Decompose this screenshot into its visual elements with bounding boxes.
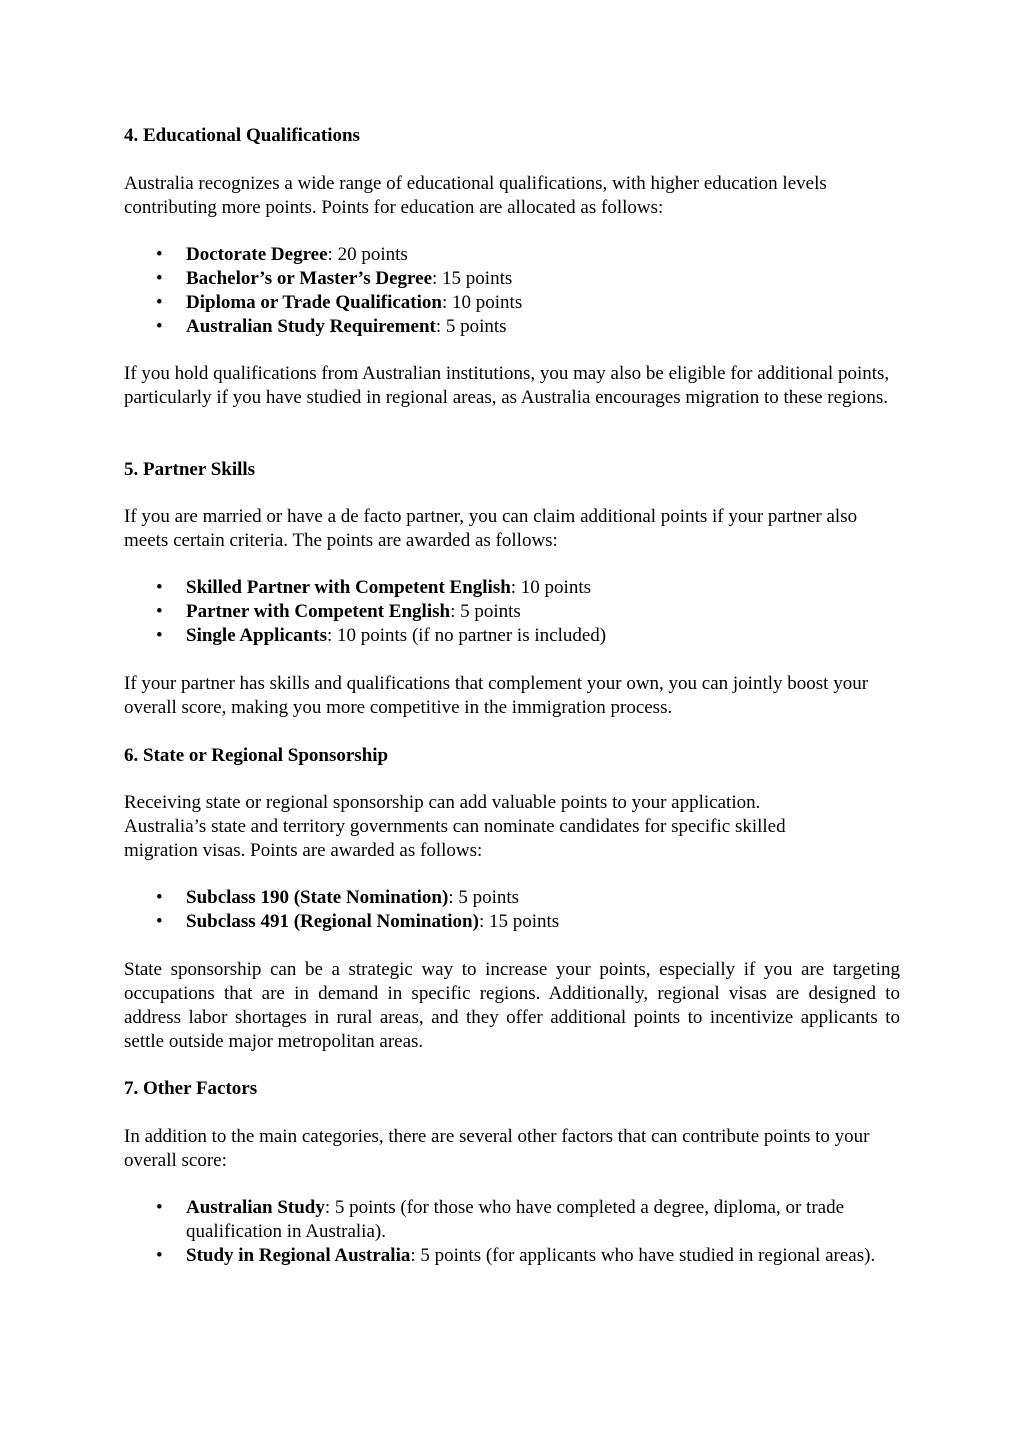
item-detail: : 5 points [450, 601, 521, 622]
item-detail: : 10 points [510, 577, 592, 598]
section-intro: Australia recognizes a wide range of educational qualifications, with higher education levels contributing more points. Points for education are allocated as follows: [124, 173, 827, 218]
section-heading: 6. State or Regional Sponsorship [124, 745, 389, 766]
item-detail: : 5 points (for those who have completed a degree, diploma, or trade qualification in Australia). [186, 1197, 845, 1242]
bullet-icon: • [156, 244, 163, 265]
item-detail: : 15 points [478, 911, 560, 932]
item-term: Australian Study Requirement [186, 316, 436, 337]
list-item [124, 624, 900, 648]
item-term: Diploma or Trade Qualification [186, 292, 442, 313]
item-term: Subclass 190 (State Nomination) [186, 887, 449, 908]
bullet-icon: • [156, 601, 163, 622]
section-intro: Receiving state or regional sponsorship can add valuable points to your application. Australia’s state and territory governments can nominate candidates for specific skilled migration visas. Points are awarded as follows: [124, 792, 786, 861]
section-heading: 4. Educational Qualifications [124, 125, 360, 146]
item-detail: : 15 points [432, 268, 513, 289]
item-term: Australian Study [186, 1197, 325, 1218]
list-item [124, 886, 900, 910]
bullet-icon: • [156, 625, 163, 646]
section-intro: If you are married or have a de facto partner, you can claim additional points if your partner also meets certain criteria. The points are awarded as follows: [124, 506, 858, 551]
item-detail: : 5 points [435, 316, 507, 337]
list-item [124, 267, 900, 291]
item-detail: : 5 points [448, 887, 520, 908]
bullet-icon: • [156, 1197, 163, 1218]
list-item [124, 315, 900, 339]
section-intro: In addition to the main categories, there are several other factors that can contribute points to your overall score: [124, 1126, 870, 1171]
item-term: Partner with Competent English [186, 601, 451, 622]
section-outro: If you hold qualifications from Australian institutions, you may also be eligible for additional points, particularly if you have studied in regional areas, as Australia encourages migration to these regions. [124, 363, 890, 408]
item-detail: : 20 points [327, 244, 408, 265]
bullet-icon: • [156, 911, 163, 932]
section-heading: 5. Partner Skills [124, 459, 256, 480]
bullet-icon: • [156, 887, 163, 908]
item-term: Bachelor’s or Master’s Degree [186, 268, 433, 289]
list-item [124, 243, 900, 267]
list-item [124, 1244, 884, 1268]
bullet-icon: • [156, 1245, 163, 1266]
item-term: Study in Regional Australia [186, 1245, 411, 1266]
bullet-list [124, 1196, 884, 1268]
section-heading: 7. Other Factors [124, 1078, 258, 1099]
section-outro: If your partner has skills and qualifications that complement your own, you can jointly boost your overall score, making you more competitive in the immigration process. [124, 673, 869, 718]
list-item [124, 576, 900, 600]
bullet-list [124, 576, 900, 648]
item-term: Single Applicants [186, 625, 327, 646]
bullet-list [124, 243, 900, 339]
bullet-list [124, 886, 900, 934]
bullet-icon: • [156, 292, 163, 313]
item-detail: : 5 points (for applicants who have studied in regional areas). [410, 1245, 876, 1266]
list-item [124, 910, 900, 934]
section-outro: State sponsorship can be a strategic way to increase your points, especially if you are targeting occupations that are in demand in specific regions. Additionally, regional visas are designed to address labor shortages in rural areas, and they offer additional points to incentivize applicants to settle outside major metropolitan areas. [124, 959, 900, 1052]
item-term: Skilled Partner with Competent English [186, 577, 511, 598]
bullet-icon: • [156, 268, 163, 289]
item-term: Subclass 491 (Regional Nomination) [186, 911, 479, 932]
item-detail: : 10 points (if no partner is included) [326, 625, 607, 646]
bullet-icon: • [156, 577, 163, 598]
list-item [124, 1196, 884, 1244]
list-item [124, 291, 900, 315]
item-term: Doctorate Degree [186, 244, 328, 265]
list-item [124, 600, 900, 624]
item-detail: : 10 points [441, 292, 523, 313]
bullet-icon: • [156, 316, 163, 337]
